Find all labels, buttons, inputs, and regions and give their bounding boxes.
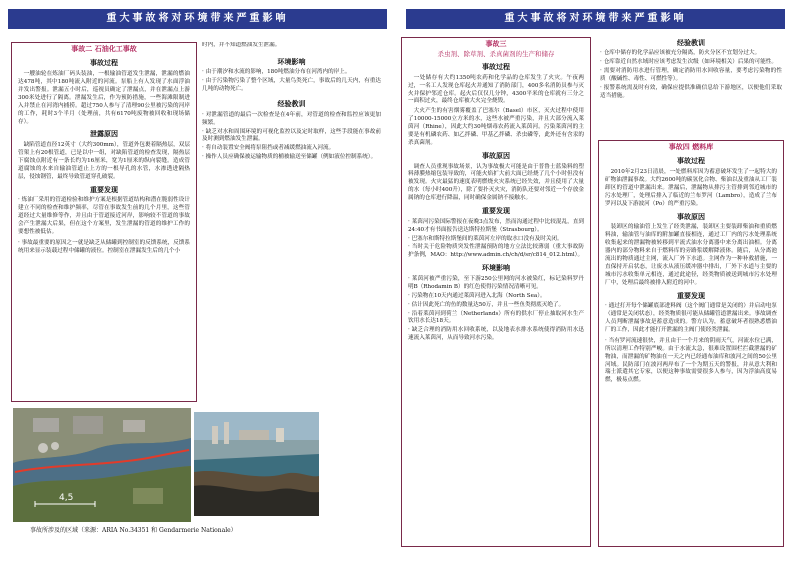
photo-caption: 事故所涉及的区域（来源：ARIA No.34351 和 Gendarmerie Nationale） bbox=[30, 527, 237, 534]
lesson-item: · 需要对消防用水进行管理，确定消防用水回收容量，要考虑污染物的性质（酸碱性、毒性、可燃性等）。 bbox=[600, 68, 782, 83]
cause-text: 缺陷管道直径12英寸（大约300mm），管道外包裹着隔热层，双层管架上有20根管道，已是以中一组，对缺陷管道的检查发现，隔热层下腐蚀点附近有一条长约为16厘米，宽为1厘米的纵向裂缝。造成管道腐蚀的水来自输油管道止上方的一根导孔的水管，水渗透进隔热层，侵蚀钢管，最终导致管道穿孔破裂。 bbox=[18, 141, 190, 180]
section-heading-process: 事故过程 bbox=[677, 157, 705, 166]
banner-title: 重大事故将对环境带来严重影响 bbox=[8, 9, 387, 29]
aerial-map-photo bbox=[13, 408, 191, 522]
accident-4-box bbox=[598, 140, 784, 547]
section-heading-process: 事故过程 bbox=[482, 63, 510, 72]
box-subtitle: 杀虫剂、除草剂、杀真菌剂的生产和储存 bbox=[437, 50, 555, 59]
environment-item: · 莱茵河被严重污染，至下游250公里网的河水被染红，标记染料罗丹明B（Rhodamin B）的红色使得污染情况清晰可见。 bbox=[408, 275, 584, 290]
environment-item: · 沿着莱茵河到荷兰（Netherlands）所有的供水厂停止抽取河水生产饮用水长达18天。 bbox=[408, 310, 585, 325]
section-heading-process: 事故过程 bbox=[90, 59, 118, 68]
section-heading-environment: 环境影响 bbox=[277, 57, 306, 66]
lesson-item: · 操作人员应确保被运输物质的桶被输送至储罐（例如液位控制系统）。 bbox=[202, 154, 377, 161]
right-column-2 bbox=[598, 37, 784, 137]
section-heading-cause: 事故原因 bbox=[482, 152, 510, 161]
section-heading-lessons: 经验教训 bbox=[677, 39, 705, 47]
scale-label: 4,5 bbox=[59, 493, 74, 503]
section-heading-environment: 环境影响 bbox=[482, 264, 510, 273]
section-heading-cause: 事故原因 bbox=[677, 212, 705, 221]
process-text-2: 大火产生的有害烟雾覆盖了巴塞尔（Basel）市区，灭火过程中使用了10000-15000立方米的水，这些水被严重污染，并且大部分流入莱茵河（Rhine），因此大约30吨烟毒农药流入莱茵河。污染莱茵河的主要是有机磷农药、如乙拌磷、甲基乙拌磷、杀虫磷等，此外还有含汞的杀真菌剂。 bbox=[408, 108, 584, 147]
environment-item: · 由于污染物污染了整个区域，大量鸟类死亡，事故后的几天内，有重达几吨的动物死亡。 bbox=[202, 78, 381, 93]
accident-3-box bbox=[401, 37, 591, 547]
finding-item: · 事故最重要的原因之一就是缺乏从储罐到控制室的反馈系统，反馈系统用来显示装载过程中储罐的液位。控制室在泄漏发生后的几个小 bbox=[18, 239, 190, 254]
lesson-item: · 仓库靠近自然水域时应该考虑发生次级（如环境相关）后果的可能性。 bbox=[600, 59, 777, 66]
box-title: 事故三 bbox=[485, 40, 507, 48]
environment-item: · 由于潮汐和水流的影响，180吨燃油分布在河湾内的岸上。 bbox=[202, 69, 351, 76]
section-heading-findings: 重要发现 bbox=[482, 207, 510, 216]
left-page bbox=[0, 0, 395, 561]
finding-item: · 莱茵河污染国际警报在夜晚3点发布，然而沟通过程中比较混乱，直到24:40才有书面报告送达斯特拉斯堡（Strasbourg）。 bbox=[408, 218, 584, 233]
process-text: 2010年2月23日清晨，一处燃料库因为蓄意破坏发生了一起特大的矿物油泄漏事故。大约2600吨的碳氢化合物、柴油以及重油从工厂装卸区的管道中泄漏出来。泄漏后，泄漏物从排污主管排到邻近城市的污水处理厂，处理后排入了临近的兰布罗河（Lambro），造成了兰布罗河以及下游波河（Po）的严重污染。 bbox=[605, 168, 777, 207]
accident-2-box bbox=[11, 42, 197, 402]
finding-item: · 炼油厂采用的管道检验和维护方案是根据管道结构和潜在脆弱性设计建立不同的检查和维护频率，尽管在事故发生前的几个月里，这些管道经过大量维修等作，并且由于管道接近河岸，影响较不管道的事故会产生泄漏大后果，但在这个方案里，发生泄漏的管道的维护工作的要想性被低估。 bbox=[18, 197, 190, 235]
continued-text: 时内，并不知道燃油发生泄漏。 bbox=[202, 42, 281, 48]
finding-item: · 巴塞尔和斯特拉斯堡间的莱茵河左岸的取水口没有及时关闭。 bbox=[408, 235, 563, 242]
left-column-2 bbox=[200, 42, 383, 292]
finding-item: · 通过打开每个储罐底部进料阀（这个阀门通常是关闭的）并启动电泵（通常是关闭状态），经类物质很可能从储罐管道泄漏出来。事故调查人员判断泄漏事故是蓄意造成的。警方认为，蓄意破坏者很熟悉燃油厂的工作，因此才能打开泄漏的主阀门使经类泄漏。 bbox=[605, 302, 777, 333]
environment-item: · 估计因此死亡的鱼的数量达50万，并且一些鱼类彻底灭绝了。 bbox=[408, 301, 565, 308]
lesson-item: · 报警系统需及时有效，确保应提供准确信息给下游地区，以便他们采取适当措施。 bbox=[600, 85, 782, 100]
environment-item: · 缺乏合理的消防用水回收系统，以及地表水排水系统使得消防用水迅速流入莱茵河，从而导致河水污染。 bbox=[408, 327, 584, 342]
shoreline-photo bbox=[194, 412, 319, 516]
section-heading-lessons: 经验教训 bbox=[277, 100, 306, 109]
box-title: 事故四 燃料库 bbox=[668, 143, 714, 151]
box-title: 事故二 石油化工事故 bbox=[71, 45, 137, 53]
cause-text: 装卸区的输油管上发生了经类泄漏，装卸区主要装卸柴油和重质燃料油，输油管与油库的附加罐直接相连，通过工厂内的污水处理系统收集起来的泄漏物被转移到平流式油水分离器中来分离出油相。分离器内的部分物料来自于燃料库的旁路浆缓解降液体。随后，从分离池流出的物质通过主网，流入厂外下水道。主网作为一种补救措施，一直保持开启状态，让废水从液压缓冲器中排出，厂外下水道与主要的城市污水收集单元相连，通过此途径，经类物质被送到城市污水处理厂中，处理后最终被排入附近的河中。 bbox=[605, 224, 777, 286]
right-page bbox=[398, 0, 793, 561]
finding-item: · 当有罗河流速很快，并且由于一个月来的阴雨天气，河流水位已满，所以清理工作特别严峻。由于水流太急，很难设置围栏拦截泄漏的矿物油，而泄漏的矿物油在一天之内已经通布油库和波河之间的50公里河域。民防部门在波河两岸布了一个为期五天的警报，并从意大利和瑞士派遣其它专家，以便这种事故需要很多人参与，因为浮油高度易燃，极易点燃。 bbox=[605, 337, 777, 384]
section-heading-findings: 重要发现 bbox=[90, 185, 118, 194]
aerial-map-svg bbox=[13, 408, 191, 522]
process-text: 一处储存有大约1350吨农药和化学品的仓库发生了火灾。午夜两过，一名工人发现仓库起火并通知了消防部门，400多名消防员参与灭火并保护邻近仓库。起火后仅仅几分钟，4300平米的仓库就有三分之一面积过火，最终仓库被大火完全烧毁。 bbox=[408, 74, 584, 105]
finding-item: · 当时关于危险物质突发性泄漏预防的地方立法比较薄弱（重大事故防护条例，MAO：http://www.admin.ch/ch/d/sr/c814_012.html）。 bbox=[408, 244, 584, 259]
lesson-item: · 将自动装置安全阀将泵阻挡或者减缓燃油流入河流。 bbox=[202, 145, 335, 152]
banner-title: 重大事故将对环境带来严重影响 bbox=[406, 9, 785, 29]
lesson-item: · 对泄漏管道的最后一次检查是在4年前，对管道的检查和监控应该更加频繁。 bbox=[202, 111, 381, 126]
section-heading-findings: 重要发现 bbox=[677, 291, 705, 300]
section-heading-cause: 泄露原因 bbox=[90, 130, 118, 139]
lesson-item: · 仓库中储存的化学品应该被充分隔离，防火分区不宜划分过大。 bbox=[600, 50, 761, 57]
process-text: 一艘油轮在炼油厂码头装油，一根输油管道发生泄漏，泄漏的燃油达478吨，其中180吨流入附近的河流。泵船上有人发现了水面浮油并发出警报。泄漏五小时后，巡视员确定了泄漏点，并在泄漏点上游300米处进行了隔离。泄漏发生后，作为预防措施，一些海滩限制进入并禁止在河湾内捕捞。超过750人参与了清理90公里被污染的河岸的工作，耗时3个半月（处理前，共有6170吨废物被回收和现场储存）。 bbox=[18, 70, 190, 125]
lesson-item: · 缺乏对水和周围环境的可视化监控以及定时取样，这些手段能在事故前及时测到燃油发生泄漏。 bbox=[202, 128, 381, 143]
environment-item: · 污染物在10天内通过莱茵河进入北海（North Sea）。 bbox=[408, 292, 546, 299]
cause-text: 调查人员重现事故场景，认为事故极大可能是由于普鲁士蓝染料的塑料薄膜热缩包装导致的，可能火焰扩大前大面已经烧了几个小时但没有被发现。火灾最猛的速度表明燃烧火灾系统已经失效，并且使用了大量的水（每小时400升），除了要扑灭火灾，消防队还要对邻近一个存放金属钠的仓库进行降温，同时确保金属钠不接触水。 bbox=[408, 163, 584, 202]
shoreline-svg bbox=[194, 412, 319, 516]
